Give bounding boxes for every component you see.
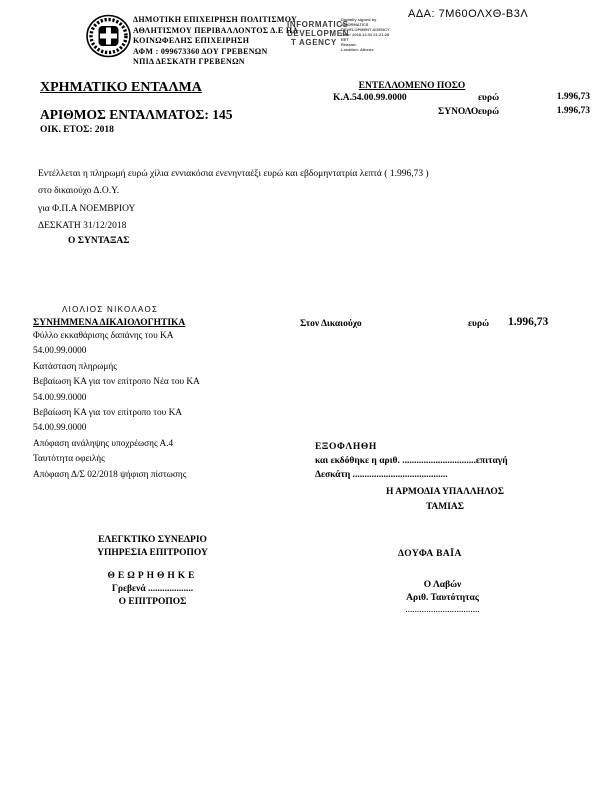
payment-place-line: Δεσκάτη ........................................ (315, 470, 448, 480)
org-line: ΑΘΛΗΤΙΣΜΟΥ ΠΕΡΙΒΑΛΛΟΝΤΟΣ Δ.Ε ΠΑ (133, 25, 299, 35)
ada-code: ΑΔΑ: 7Μ60ΟΛΧΘ-Β3Λ (408, 8, 529, 20)
commissioner-title: Ο ΕΠΙΤΡΟΠΟΣ (118, 597, 187, 607)
order-line: ΔΕΣΚΑΤΗ 31/12/2018 (38, 221, 127, 232)
digital-signature-details (341, 17, 390, 52)
organisation-header (133, 15, 298, 68)
audit-place-line: Γρεβενά ................... (111, 584, 194, 594)
sig-line: INFORMATICS (341, 22, 369, 27)
sig-line: Digitally signed by (341, 17, 377, 22)
currency-label: ευρώ (468, 319, 490, 329)
sig-line: Reason: (341, 42, 357, 47)
warrant-number: ΑΡΙΘΜΟΣ ΕΝΤΑΛΜΑΤΟΣ: 145 (40, 107, 233, 122)
attachment-item: Βεβαίωση ΚΑ για τον επίτροπο Νέα του ΚΑ (33, 377, 200, 388)
id-number-label: Αριθ. Ταυτότητας (406, 593, 479, 603)
coat-of-arms-icon (85, 13, 132, 59)
audit-court-line: ΕΛΕΓΚΤΙΚΟ ΣΥΝΕΔΡΙΟ (98, 535, 207, 545)
stamp-line: INFORMATICS (287, 20, 349, 29)
currency-label: ευρώ (478, 93, 500, 103)
org-line: ΑΦΜ : 099673360 ΔΟΥ ΓΡΕΒΕΝΩΝ (133, 46, 268, 56)
official-title: Η ΑΡΜΟΔΙΑ ΥΠΑΛΛΗΛΟΣ (386, 487, 504, 497)
attachment-item: 54.00.99.0000 (33, 392, 87, 403)
payment-title: ΕΞΟΦΛΗΘΗ (315, 442, 377, 452)
attachment-item: Βεβαίωση ΚΑ για τον επίτροπο του ΚΑ (33, 408, 183, 419)
document-title: ΧΡΗΜΑΤΙΚΟ ΕΝΤΑΛΜΑ (40, 80, 202, 95)
budget-code: Κ.Α.54.00.99.0000 (333, 93, 407, 103)
ordered-amount-title: ΕΝΤΕΛΛΟΜΕΝΟ ΠΟΣΟ (358, 81, 466, 91)
attachments-title: ΣΥΝΗΜΜΕΝΑ ΔΙΚΑΙΟΛΟΓΗΤΙΚΑ (33, 318, 186, 328)
sig-line: DEVELOPMENT AGENCY (341, 27, 390, 32)
id-number-dotted-line: ................................ (405, 605, 480, 615)
order-paragraph (38, 166, 598, 236)
order-line: Εντέλλεται η πληρωμή ευρώ χίλια εννιακόσια ενενηνταέξι ευρώ και εβδομηντατρία λεπτά ( 1.996,73 ) (38, 169, 429, 179)
org-line: ΔΗΜΟΤΙΚΗ ΕΠΙΧΕΙΡΗΣΗ ΠΟΛΙΤΙΣΜΟΥ (133, 15, 298, 24)
total-amount-value: 1.996,73 (556, 106, 590, 116)
attachment-item: 54.00.99.0000 (33, 423, 87, 434)
attachment-item: Απόφαση ανάληψης υποχρέωσης Α.4 (33, 438, 174, 449)
attachment-item: Απόφαση Δ/Σ 02/2018 ψήφιση πίστωσης (33, 469, 187, 480)
org-line: ΝΠΙΔ ΔΕΣΚΑΤΗ ΓΡΕΒΕΝΩΝ (133, 57, 245, 67)
sig-line: Location: Athens (341, 47, 374, 52)
org-line: ΚΟΙΝΩΦΕΛΗΣ ΕΠΙΧΕΙΡΗΣΗ (133, 36, 250, 46)
attachments-list (33, 329, 313, 483)
fiscal-year: ΟΙΚ. ΕΤΟΣ: 2018 (40, 125, 114, 135)
currency-label: ευρώ (478, 107, 500, 117)
total-label: ΣΥΝΟΛΟ (438, 107, 479, 117)
sig-line: EET (341, 37, 349, 42)
greek-coat-of-arms-logo (85, 13, 132, 64)
approved-stamp: ΘΕΩΡΗΘΗΚΕ (107, 571, 198, 581)
beneficiary-amount: 1.996,73 (508, 316, 549, 328)
issuer-name: ΛΙΟΛΙΟΣ ΝΙΚΟΛΑΟΣ (62, 305, 159, 314)
amount-value: 1.996,73 (556, 92, 590, 102)
sig-line: Date: 2018.12.31 21:21:28 (341, 32, 390, 37)
order-line: στο δικαιούχο Δ.Ο.Υ. (38, 186, 120, 197)
order-line: για Φ.Π.Α ΝΟΕΜΒΡΙΟΥ (38, 203, 136, 214)
cheque-number-line: και εκδόθηκε η αριθ. ...............................επιταγή (315, 456, 508, 466)
treasurer-name: ΔΟΥΦΑ ΒΑΪΑ (398, 549, 462, 559)
beneficiary-label: Στον Δικαιούχο (300, 319, 362, 329)
stamp-line: T AGENCY (291, 38, 337, 48)
attachment-item: 54.00.99.0000 (33, 346, 87, 357)
attachment-item: Φύλλο εκκαθάρισης δαπάνης του ΚΑ (33, 331, 174, 341)
attachment-item: Κατάσταση πληρωμής (33, 361, 117, 372)
attachment-item: Ταυτότητα οφειλής (33, 454, 105, 465)
commissioner-service-line: ΥΠΗΡΕΣΙΑ ΕΠΙΤΡΟΠΟΥ (97, 548, 208, 558)
issuer-title: Ο ΣΥΝΤΑΞΑΣ (68, 236, 130, 246)
treasurer-title: ΤΑΜΙΑΣ (425, 502, 464, 512)
digital-signature-stamp (287, 20, 349, 48)
receiver-title: Ο Λαβών (423, 580, 462, 590)
stamp-line: DEVELOPMEN (287, 29, 350, 39)
